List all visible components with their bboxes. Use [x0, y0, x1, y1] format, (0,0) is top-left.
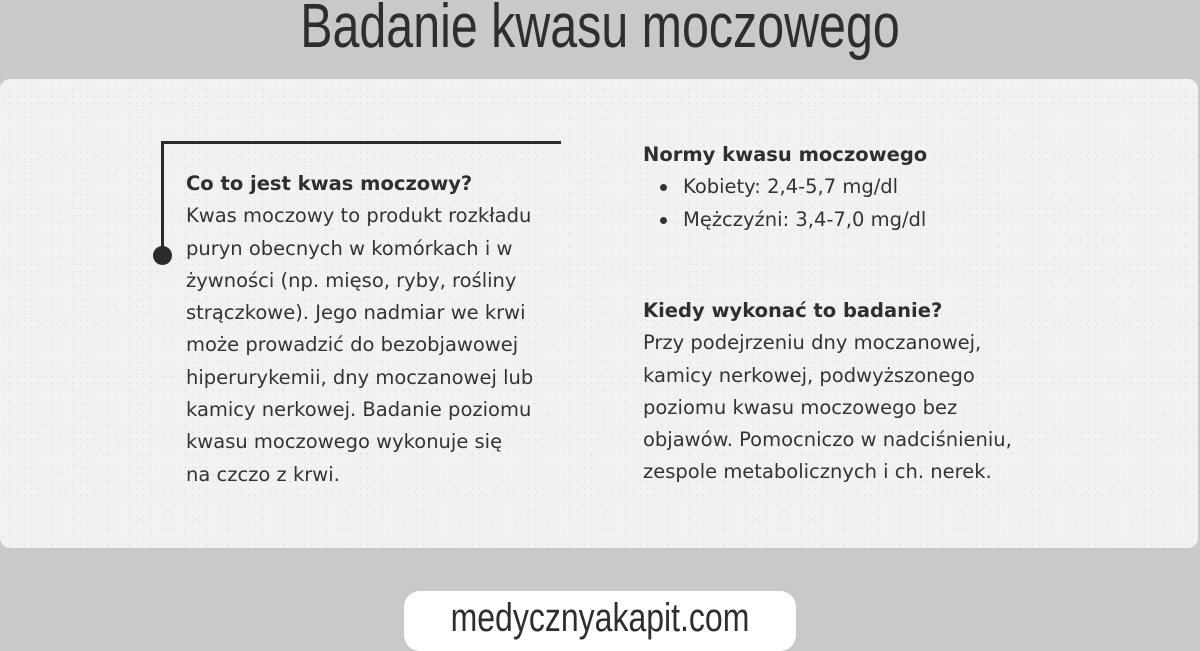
when-line: zespole metabolicznych i ch. nerek. [643, 460, 992, 484]
when-line: Przy podejrzeniu dny moczanowej, [643, 331, 982, 355]
norms-heading: Normy kwasu moczowego [643, 143, 928, 166]
what-is-line: kwasu moczowego wykonuje się [186, 430, 503, 454]
when-line: objawów. Pomocniczo w nadciśnieniu, [643, 428, 1012, 452]
accent-line-vertical [161, 141, 164, 257]
norms-section [643, 139, 1063, 236]
site-url-label: medycznyakapit.com [450, 596, 750, 640]
what-is-line: strączkowe). Jego nadmiar we krwi [186, 301, 526, 325]
accent-line-horizontal [161, 141, 561, 144]
what-is-line: kamicy nerkowej. Badanie poziomu [186, 398, 532, 422]
what-is-line: może prowadzić do bezobjawowej [186, 333, 519, 357]
norms-item-men: Mężczyźni: 3,4-7,0 mg/dl [643, 204, 1063, 236]
what-is-line: żywności (np. mięso, ryby, rośliny [186, 268, 517, 292]
what-is-line: puryn obecnych w komórkach i w [186, 236, 513, 260]
what-is-line: hiperurykemii, dny moczanowej lub [186, 365, 534, 389]
what-is-line: na czczo z krwi. [186, 462, 340, 486]
when-line: kamicy nerkowej, podwyższonego [643, 363, 975, 387]
when-section [643, 295, 1073, 489]
when-heading: Kiedy wykonać to badanie? [643, 299, 943, 322]
page-title: Badanie kwasu moczowego [300, 0, 900, 61]
accent-dot [153, 246, 172, 265]
norms-item-women: Kobiety: 2,4-5,7 mg/dl [643, 171, 1063, 203]
what-is-heading: Co to jest kwas moczowy? [186, 172, 473, 195]
norms-list [643, 171, 1063, 236]
what-is-line: Kwas moczowy to produkt rozkładu [186, 204, 532, 228]
when-line: poziomu kwasu moczowego bez [643, 395, 958, 419]
what-is-section [186, 168, 566, 491]
